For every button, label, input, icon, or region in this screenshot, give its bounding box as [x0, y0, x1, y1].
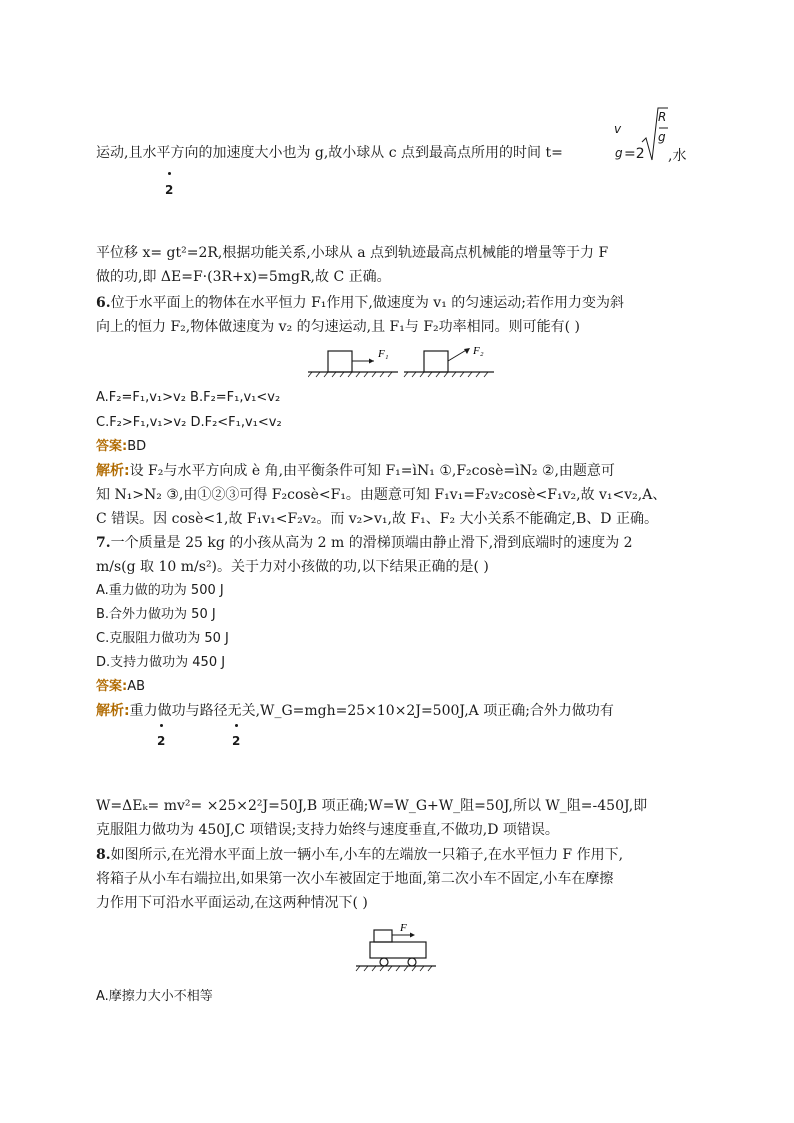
force-label-f: F — [400, 922, 407, 934]
analysis-text-2: 知 N₁>N₂ ③,由①②③可得 F₂cosè<F₁。由题意可知 F₁v₁=F₂v₂cosè<F₁v₂,故 v₁<v₂,A、 — [96, 487, 667, 503]
sqrt-denominator: g — [658, 130, 666, 144]
question-8-line — [96, 846, 623, 864]
half-denominator: 2 — [232, 734, 241, 748]
sqrt-numerator: R — [658, 110, 667, 124]
question-6-text-2: 向上的恒力 F₂,物体做速度为 v₂ 的匀速运动,且 F₁与 F₂功率相同。则可能有( ) — [96, 319, 581, 335]
analysis-label: 解析: — [96, 703, 130, 719]
answer-value: AB — [127, 679, 146, 694]
question-8-line — [96, 870, 613, 888]
force-label-f2: F₂ — [473, 345, 484, 357]
question-7-option — [96, 606, 216, 624]
fraction-dot — [235, 724, 238, 727]
option-d: D.支持力做功为 450 J — [96, 655, 226, 670]
option-b: B.合外力做功为 50 J — [96, 607, 216, 622]
question-8-figure — [352, 922, 442, 974]
question-8-text-3: 力作用下可沿水平面运动,在这两种情况下( ) — [96, 895, 368, 911]
question-8-text-2: 将箱子从小车右端拉出,如果第一次小车被固定于地面,第二次小车不固定,小车在摩擦 — [96, 871, 614, 887]
question-8-text-1: 如图所示,在光滑水平面上放一辆小车,小车的左端放一只箱子,在水平恒力 F 作用下, — [110, 847, 624, 863]
question-7-text-2: m/s(g 取 10 m/s²)。关于力对小孩做的功,以下结果正确的是( ) — [96, 559, 489, 575]
question-6-text-1: 位于水平面上的物体在水平恒力 F₁作用下,做速度为 v₁ 的匀速运动;若作用力变为斜 — [110, 295, 624, 311]
analysis-label: 解析: — [96, 463, 130, 479]
solution-line-2: 平位移 x= gt²=2R,根据功能关系,小球从 a 点到轨迹最高点机械能的增量等于力 F — [96, 245, 609, 261]
question-7-analysis — [96, 821, 559, 839]
solution-text-line — [96, 244, 608, 262]
answer-label: 答案: — [96, 679, 128, 694]
question-6-figure — [308, 345, 498, 379]
question-7-line — [96, 558, 489, 576]
question-6-answer — [96, 438, 146, 456]
answer-value: BD — [127, 439, 147, 454]
option-cd: C.F₂>F₁,v₁>v₂ D.F₂<F₁,v₁<v₂ — [96, 415, 282, 430]
analysis-text-2: W=ΔEₖ= mv²= ×25×2²J=50J,B 项正确;W=W_G+W_阻=50J,所以 W_阻=-450J,即 — [96, 798, 648, 814]
question-7-option — [96, 630, 229, 648]
question-number: 8. — [96, 847, 111, 863]
answer-label: 答案: — [96, 439, 128, 454]
question-6-analysis — [96, 462, 615, 480]
option-c: C.克服阻力做功为 50 J — [96, 631, 229, 646]
analysis-text-1: 设 F₂与水平方向成 è 角,由平衡条件可知 F₁=ìN₁ ①,F₂cosè=ìN₂ ②,由题意可 — [129, 463, 615, 479]
question-number: 6. — [96, 295, 111, 311]
fraction-dot — [168, 172, 171, 175]
question-6-analysis — [96, 486, 666, 504]
question-7-answer — [96, 678, 145, 696]
question-7-analysis — [96, 702, 614, 720]
solution-line-3: 做的功,即 ΔE=F·(3R+x)=5mgR,故 C 正确。 — [96, 269, 391, 285]
analysis-text-3: 克服阻力做功为 450J,C 项错误;支持力始终与速度垂直,不做功,D 项错误。 — [96, 822, 559, 838]
question-7-text-1: 一个质量是 25 kg 的小孩从高为 2 m 的滑梯顶端由静止滑下,滑到底端时的速度为 2 — [110, 535, 633, 551]
question-6-analysis — [96, 510, 658, 528]
question-7-option — [96, 582, 224, 600]
equals-two: =2 — [624, 146, 645, 162]
question-7-option — [96, 654, 225, 672]
option-a: A.重力做的功为 500 J — [96, 583, 224, 598]
line-end: ,水 — [668, 148, 687, 164]
half-denominator: 2 — [165, 183, 174, 197]
solution-line-1: 运动,且水平方向的加速度大小也为 g,故小球从 c 点到最高点所用的时间 t= — [96, 145, 563, 161]
question-number: 7. — [96, 535, 111, 551]
fraction-numerator: v — [614, 122, 622, 136]
analysis-text-1: 重力做功与路径无关,W_G=mgh=25×10×2J=500J,A 项正确;合外力做功有 — [129, 703, 614, 719]
half-denominator: 2 — [157, 734, 166, 748]
question-7-line — [96, 534, 633, 552]
force-label-f1: F₁ — [378, 348, 389, 360]
analysis-text-3: C 错误。因 cosè<1,故 F₁v₁<F₂v₂。而 v₂>v₁,故 F₁、F₂ 大小关系不能确定,B、D 正确。 — [96, 511, 658, 527]
question-6-line — [96, 294, 624, 312]
question-6-options — [96, 389, 280, 407]
question-8-option — [96, 988, 213, 1006]
solution-text-line — [96, 268, 391, 286]
option-ab: A.F₂=F₁,v₁>v₂ B.F₂=F₁,v₁<v₂ — [96, 390, 281, 405]
option-a: A.摩擦力大小不相等 — [96, 989, 213, 1004]
fraction-dot — [160, 724, 163, 727]
fraction-denominator: g — [615, 146, 623, 160]
question-8-line — [96, 894, 368, 912]
solution-text-line — [96, 144, 563, 162]
question-6-line — [96, 318, 580, 336]
question-6-options — [96, 414, 282, 432]
question-7-analysis — [96, 797, 647, 815]
